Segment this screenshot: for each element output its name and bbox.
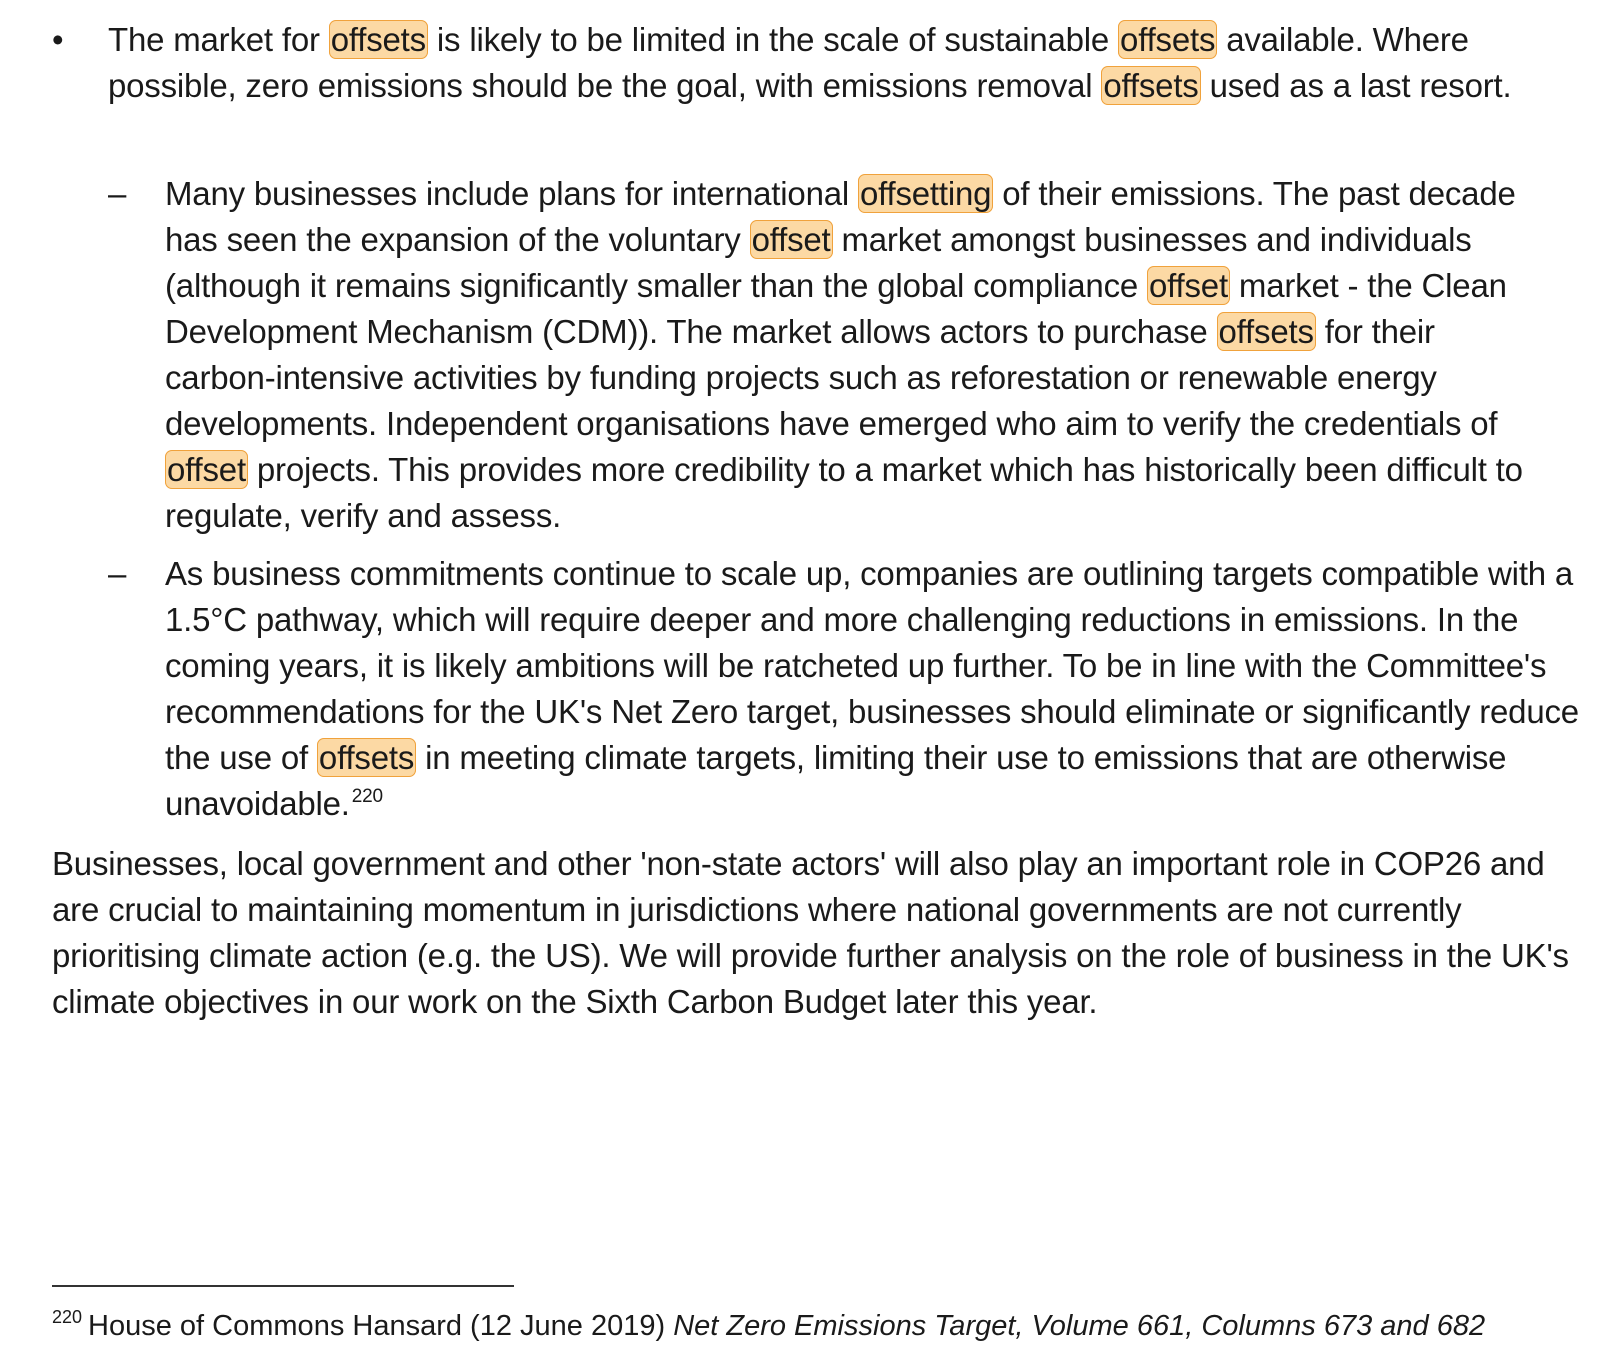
footnote-reference-link[interactable]: 220 [351, 786, 383, 807]
search-highlight: offset [751, 221, 831, 258]
bullet-marker: • [52, 21, 64, 58]
search-highlight: offsetting [859, 175, 992, 212]
subitem-business-commitments: As business commitments continue to scale up, companies are outlining targets compatible with a 1.5°C pathway, which will require deeper and more challenging reductions in emissions. In the coming years, it is likely ambitions will be ratcheted up further. To be in line with the Committee's recommendations for the UK's Net Zero target, businesses should eliminate or significantly reduce the use of offsets in meeting climate targets, limiting their use to emissions that are otherwise unavoidable. $^{220}$ [165, 555, 1579, 822]
search-highlight: offset [1149, 267, 1228, 304]
dash-marker: – [108, 175, 127, 212]
subitem-voluntary-offset-market: Many businesses include plans for international offsetting of their emissions. The past decade has seen the expansion of the voluntary offset market amongst businesses and individuals (although it remains significantly smaller than the global compliance offset market - the Clean Development Mechanism (CDM)). The market allows actors to purchase offsets for their carbon-intensive activities by funding projects such as reforestation or renewable energy developments. Independent organisations have emerged who aim to verify the credentials of offset projects. This provides more credibility to a market which has historically been difficult to regulate, verify and assess. [165, 175, 1523, 534]
search-highlight: offsets [318, 739, 415, 776]
search-highlight: offset [167, 451, 246, 488]
search-highlight: offsets [330, 21, 426, 58]
search-highlight: offsets [1103, 67, 1199, 104]
search-highlight: offsets [1218, 313, 1314, 350]
footnote-text: House of Commons Hansard (12 June 2019) [88, 1310, 674, 1342]
footnote-220 [52, 1306, 1592, 1346]
footnote-separator [52, 1285, 514, 1287]
footnote-title: Net Zero Emissions Target, Volume 661, Columns 673 and 682 [673, 1310, 1486, 1342]
bullet-item-offsets-market: The market for offsets is likely to be limited in the scale of sustainable offsets available. Where possible, zero emissions should be the goal, with emissions removal offsets used as a last resort. [108, 21, 1512, 104]
body-paragraph-non-state-actors: Businesses, local government and other 'non-state actors' will also play an important role in COP26 and are crucial to maintaining momentum in jurisdictions where national governments are not currently prioritising climate action (e.g. the US). We will provide further analysis on the role of business in the UK's climate objectives in our work on the Sixth Carbon Budget later this year. [52, 845, 1569, 1020]
search-highlight: offsets [1120, 21, 1216, 58]
dash-marker: – [108, 555, 127, 592]
footnote-number: 220 [52, 1307, 83, 1327]
